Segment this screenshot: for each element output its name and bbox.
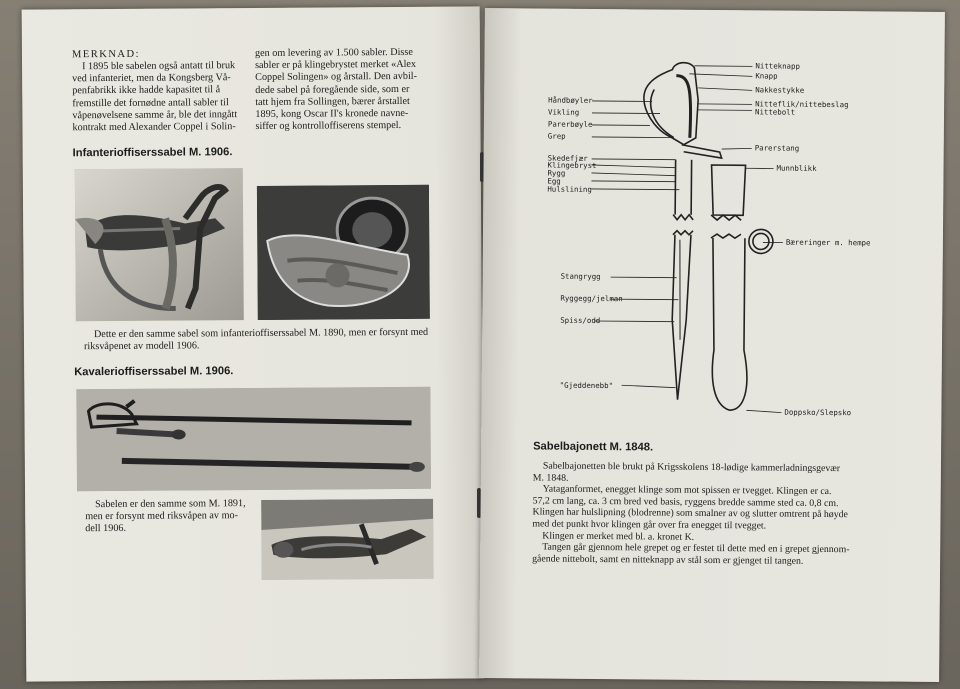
caption-line: dell 1906. bbox=[85, 523, 127, 535]
note-line: I 1895 ble sabelen også antatt til bruk bbox=[82, 60, 236, 73]
diagram-label: Ryggegg/jelman bbox=[560, 293, 623, 304]
section2-title: Kavalerioffiserssabel M. 1906. bbox=[74, 365, 234, 379]
diagram-label: Grep bbox=[547, 131, 566, 141]
photo-basket-guard bbox=[257, 185, 430, 320]
body-line: M. 1848. bbox=[532, 472, 569, 484]
bayonet-diagram bbox=[481, 8, 945, 432]
note-column-2 bbox=[255, 47, 436, 134]
body-line: Tangen går gjennom hele grepet og er festet til dette med en i grepet gjennom- bbox=[542, 541, 850, 556]
diagram-label: Munnblikk bbox=[776, 163, 817, 173]
diagram-label: Nitteflik/nittebeslag bbox=[755, 99, 849, 110]
note-line: sabler er på klingebrystet merket «Alex bbox=[255, 59, 417, 72]
diagram-label: Hulslining bbox=[547, 184, 592, 194]
note-line: Coppel Solingen» og årstall. Den avbil- bbox=[255, 71, 418, 84]
diagram-label: Stangrygg bbox=[560, 271, 601, 282]
section1-title: Infanterioffiserssabel M. 1906. bbox=[72, 146, 233, 160]
diagram-label: Egg bbox=[547, 176, 561, 186]
caption-line: Sabelen er den samme som M. 1891, bbox=[95, 498, 246, 511]
body-line: gående nittebolt, samt en nitteknapp av stål som er gjenget til tangen. bbox=[532, 553, 804, 567]
right-page bbox=[479, 8, 945, 682]
note-line: dede sabel på foregående side, som er bbox=[255, 83, 410, 96]
note-line: ved infanteriet, men da Kongsberg Vå- bbox=[72, 72, 231, 85]
caption-line: riksvåpenet av modell 1906. bbox=[83, 340, 200, 353]
note-line: fremstille det fornødne antall sabler til bbox=[72, 96, 229, 109]
body-line: med det punkt hvor klingen går over fra enegget til tvegget. bbox=[532, 518, 767, 532]
diagram-label: Spiss/odd bbox=[560, 315, 601, 326]
diagram-label: Nitteknapp bbox=[755, 61, 800, 71]
left-page bbox=[22, 6, 485, 681]
photo-sabre-hilt bbox=[75, 168, 244, 321]
caption-line: men er forsynt med riksvåpen av mo- bbox=[85, 510, 239, 523]
note-line: penfabrikk ikke hadde kapasitet til å bbox=[72, 84, 221, 97]
section2-caption bbox=[85, 498, 253, 536]
note-line: siffer og kontrolloffiserens stempel. bbox=[255, 120, 402, 133]
diagram-label: "Gjeddenebb" bbox=[559, 380, 614, 391]
note-line: tatt hjem fra Sollingen, bærer årstallet bbox=[255, 95, 410, 108]
diagram-label: Rygg bbox=[547, 168, 566, 178]
photo-hilt-detail bbox=[261, 499, 434, 580]
caption-line: Dette er den samme sabel som infanterioffiserssabel M. 1890, men er forsynt med bbox=[93, 326, 429, 341]
body-line: Klingen er merket med bl. a. kronet K. bbox=[542, 530, 695, 543]
diagram-label: Nittebolt bbox=[754, 107, 796, 117]
photo-cavalry-sabre bbox=[76, 387, 431, 491]
body-line: Sabelbajonetten ble brukt på Krigsskolens 18-lødige kammerladningsgevær bbox=[542, 460, 841, 475]
diagram-label: Doppsko/Slepsko bbox=[784, 407, 852, 418]
section1-caption bbox=[84, 327, 436, 354]
bayonet-body bbox=[532, 460, 905, 568]
note-line: gen om levering av 1.500 sabler. Disse bbox=[254, 46, 413, 59]
diagram-label: Håndbøyler bbox=[548, 95, 593, 105]
diagram-label: Parerstang bbox=[754, 143, 800, 153]
note-column-1 bbox=[72, 60, 245, 134]
body-line: Klingen har hulslipning (blodrenne) som smalner av og slutter omtrent på høyde bbox=[532, 506, 848, 521]
diagram-label: Bæreringer m. hempe bbox=[785, 237, 871, 248]
diagram-label: Klingebryst bbox=[547, 160, 597, 170]
body-line: Yataganformet, enegget klinge som mot spissen er tvegget. Klingen er ca. bbox=[542, 483, 832, 498]
diagram-label: Knapp bbox=[755, 71, 778, 81]
diagram-label: Parerbøyle bbox=[547, 119, 593, 129]
bayonet-title: Sabelbajonett M. 1848. bbox=[533, 440, 654, 454]
note-line: kontrakt med Alexander Coppel i Solin- bbox=[72, 121, 236, 134]
note-line: våpenøvelsene samme år, ble det inngått bbox=[72, 108, 238, 122]
diagram-label: Skedefjær bbox=[547, 153, 588, 163]
body-line: 57,2 cm lang, ca. 3 cm bred ved basis, ryggens bredde samme sted ca. 0,8 cm. bbox=[532, 495, 839, 509]
note-heading: MERKNAD: bbox=[71, 48, 141, 61]
diagram-label: Nakkestykke bbox=[755, 85, 805, 95]
diagram-label: Vikling bbox=[547, 107, 580, 117]
diagram-drawing bbox=[481, 8, 945, 432]
note-line: 1895, kong Oscar II's kronede navne- bbox=[255, 107, 409, 120]
